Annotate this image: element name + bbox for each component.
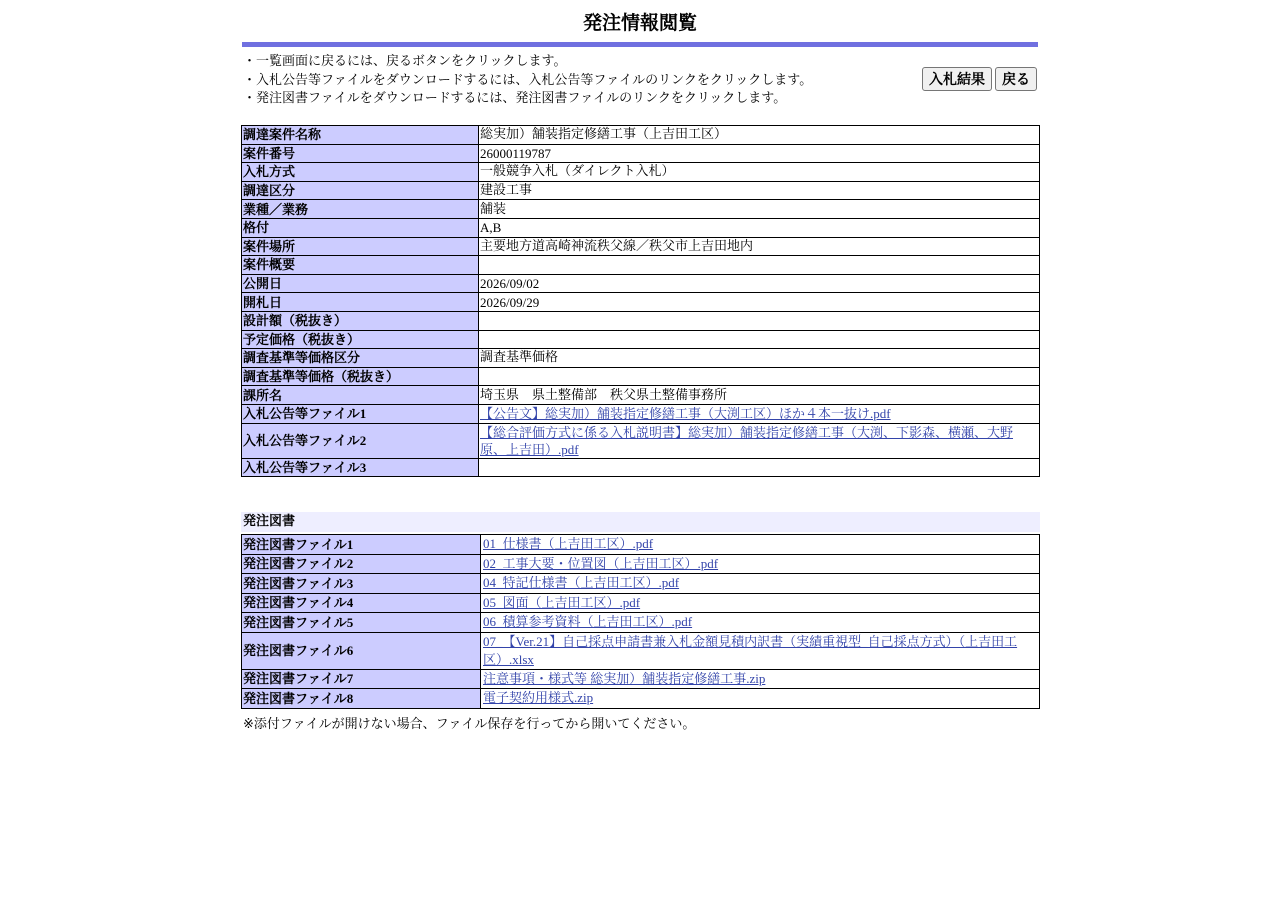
drawing-value [481, 535, 1040, 555]
info-label: 案件番号 [242, 144, 479, 163]
info-label: 案件場所 [242, 237, 479, 256]
instruction-item: ・入札公告等ファイルをダウンロードするには、入札公告等ファイルのリンクをクリックします。 [243, 72, 813, 88]
drawing-label: 発注図書ファイル1 [242, 535, 481, 555]
info-label: 課所名 [242, 386, 479, 405]
drawing-file-link[interactable]: 電子契約用様式.zip [483, 690, 594, 706]
info-value: 2026/09/02 [479, 274, 1040, 293]
drawing-row [242, 689, 1040, 709]
info-value [479, 330, 1040, 349]
drawing-value [481, 632, 1040, 669]
drawing-row [242, 669, 1040, 689]
info-value: 一般競争入札（ダイレクト入札） [479, 163, 1040, 182]
drawing-row [242, 632, 1040, 669]
drawing-file-link[interactable]: 05_図面（上吉田工区）.pdf [483, 594, 641, 610]
info-label: 調達案件名称 [242, 126, 479, 145]
info-value: 26000119787 [479, 144, 1040, 163]
bid-results-button[interactable]: 入札結果 [922, 67, 992, 91]
info-label: 開札日 [242, 293, 479, 312]
info-value: 主要地方道高崎神流秩父線／秩父市上吉田地内 [479, 237, 1040, 256]
info-label: 入札公告等ファイル3 [242, 458, 479, 477]
drawing-file-link[interactable]: 06_積算参考資料（上吉田工区）.pdf [483, 614, 693, 630]
drawing-row [242, 535, 1040, 555]
drawing-value [481, 689, 1040, 709]
info-label: 案件概要 [242, 256, 479, 275]
info-row [242, 367, 1040, 386]
drawing-value [481, 593, 1040, 613]
instruction-item: ・一覧画面に戻るには、戻るボタンをクリックします。 [243, 54, 567, 69]
notice-file-link[interactable]: 【公告文】総実加）舗装指定修繕工事（大渕工区）ほか４本一抜け.pdf [480, 406, 891, 422]
info-label: 調達区分 [242, 181, 479, 200]
drawing-value [481, 613, 1040, 633]
instructions [241, 47, 1039, 125]
info-row [242, 200, 1040, 219]
info-value: A,B [479, 218, 1040, 237]
drawing-label: 発注図書ファイル5 [242, 613, 481, 633]
info-row [242, 386, 1040, 405]
info-row [242, 274, 1040, 293]
info-label: 調査基準等価格区分 [242, 349, 479, 368]
info-label: 公開日 [242, 274, 479, 293]
info-row [242, 311, 1040, 330]
info-value: 調査基準価格 [479, 349, 1040, 368]
drawing-file-link[interactable]: 04_特記仕様書（上吉田工区）.pdf [483, 575, 680, 591]
info-row [242, 181, 1040, 200]
drawing-value [481, 554, 1040, 574]
drawing-value [481, 574, 1040, 594]
info-label: 入札公告等ファイル2 [242, 423, 479, 458]
drawing-label: 発注図書ファイル8 [242, 689, 481, 709]
case-info-table [241, 125, 1040, 477]
footnote: ※添付ファイルが開けない場合、ファイル保存を行ってから開いてください。 [243, 716, 696, 732]
drawing-label: 発注図書ファイル7 [242, 669, 481, 689]
drawing-row [242, 593, 1040, 613]
info-label: 予定価格（税抜き） [242, 330, 479, 349]
info-value [479, 256, 1040, 275]
info-value [479, 458, 1040, 477]
page-container [241, 0, 1039, 732]
info-row [242, 458, 1040, 477]
notice-file-link[interactable]: 【総合評価方式に係る入札説明書】総実加）舗装指定修繕工事（大渕、下影森、横瀬、大野原、上吉田）.pdf [480, 424, 1014, 457]
info-row [242, 144, 1040, 163]
info-value [479, 404, 1040, 423]
drawing-file-link[interactable]: 07_【Ver.21】自己採点申請書兼入札金額見積内訳書（実績重視型_自己採点方式）（上吉田工区）.xlsx [483, 633, 1018, 667]
info-row [242, 237, 1040, 256]
drawing-row [242, 574, 1040, 594]
info-value: 建設工事 [479, 181, 1040, 200]
drawing-file-link[interactable]: 注意事項・様式等 総実加）舗装指定修繕工事.zip [483, 670, 766, 686]
instruction-item: ・発注図書ファイルをダウンロードするには、発注図書ファイルのリンクをクリックします。 [243, 91, 787, 106]
info-row [242, 163, 1040, 182]
drawings-heading: 発注図書 [241, 512, 1040, 532]
drawing-row [242, 554, 1040, 574]
info-label: 設計額（税抜き） [242, 311, 479, 330]
instruction-list [241, 47, 1039, 109]
info-value [479, 367, 1040, 386]
drawing-file-link[interactable]: 01_仕様書（上吉田工区）.pdf [483, 536, 654, 552]
info-label: 入札公告等ファイル1 [242, 404, 479, 423]
drawings-table [241, 534, 1040, 709]
info-value: 2026/09/29 [479, 293, 1040, 312]
drawing-label: 発注図書ファイル4 [242, 593, 481, 613]
drawing-value [481, 669, 1040, 689]
back-button[interactable]: 戻る [995, 67, 1037, 91]
info-row [242, 404, 1040, 423]
drawing-label: 発注図書ファイル6 [242, 632, 481, 669]
info-value [479, 311, 1040, 330]
info-row [242, 256, 1040, 275]
info-label: 業種／業務 [242, 200, 479, 219]
info-row [242, 293, 1040, 312]
info-value: 埼玉県 県土整備部 秩父県土整備事務所 [479, 386, 1040, 405]
info-value: 舗装 [479, 200, 1040, 219]
drawing-label: 発注図書ファイル2 [242, 554, 481, 574]
info-value: 総実加）舗装指定修繕工事（上吉田工区） [479, 126, 1040, 145]
info-row [242, 330, 1040, 349]
info-label: 調査基準等価格（税抜き） [242, 367, 479, 386]
action-buttons [922, 67, 1037, 91]
info-label: 入札方式 [242, 163, 479, 182]
drawing-row [242, 613, 1040, 633]
drawing-file-link[interactable]: 02_工事大要・位置図（上吉田工区）.pdf [483, 555, 719, 571]
info-row [242, 423, 1040, 458]
drawing-label: 発注図書ファイル3 [242, 574, 481, 594]
info-row [242, 349, 1040, 368]
info-value [479, 423, 1040, 458]
info-row [242, 126, 1040, 145]
info-row [242, 218, 1040, 237]
page-title: 発注情報閲覧 [582, 12, 697, 34]
info-label: 格付 [242, 218, 479, 237]
